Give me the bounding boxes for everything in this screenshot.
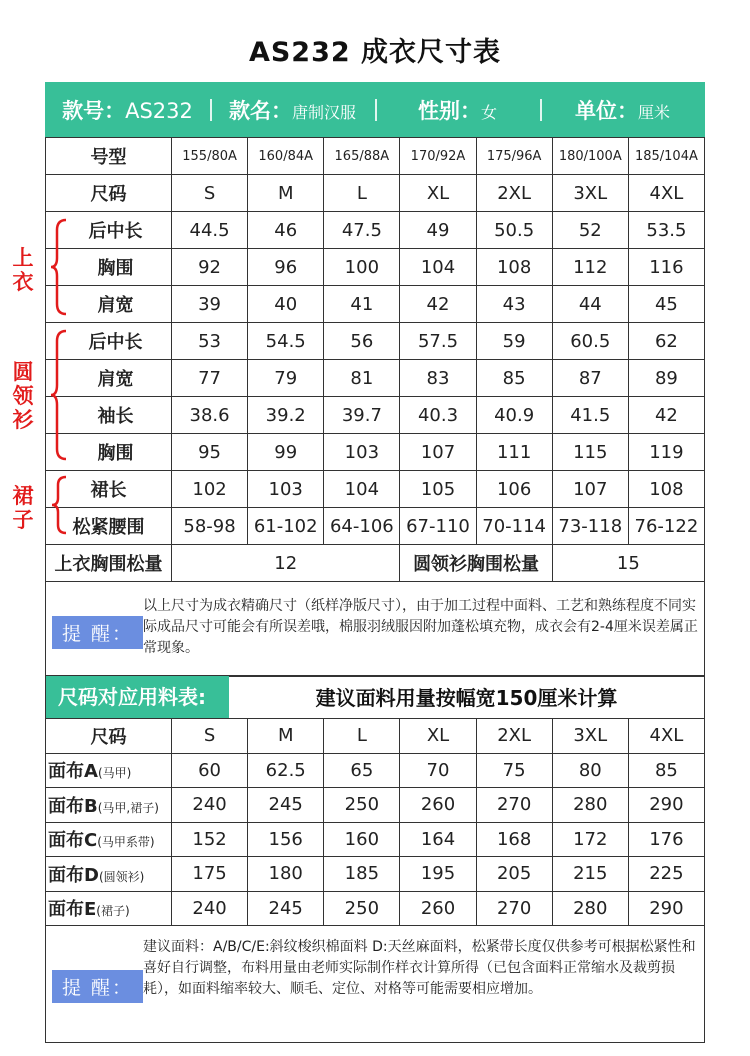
note-box-2 [45,925,705,1043]
fabric-cell: 215 [552,857,628,892]
type-row [46,138,705,175]
fabric-cell: 290 [628,891,704,926]
measure-cell: 49 [400,212,476,249]
fabric-cell: 156 [248,822,324,857]
size-row [46,175,705,212]
group-label-skirt: 裙子 [12,484,34,532]
fabric-cell: 280 [552,788,628,823]
table-row [46,212,705,249]
measure-cell: 60.5 [552,323,628,360]
measure-cell: 44.5 [172,212,248,249]
fabric-cell: 62.5 [248,753,324,788]
fabric-cell: 160 [324,822,400,857]
measure-cell: 45 [628,286,704,323]
fabric-size-cell: 4XL [628,719,704,754]
measure-cell: 67-110 [400,508,476,545]
fabric-cell: 185 [324,857,400,892]
ease-shirt-value: 15 [552,545,704,582]
fabric-cell: 168 [476,822,552,857]
fabric-size-cell: L [324,719,400,754]
fabric-cell: 250 [324,891,400,926]
measure-cell: 112 [552,249,628,286]
fabric-label [46,753,172,788]
ease-top-label: 上衣胸围松量 [46,545,172,582]
fabric-cell: 60 [172,753,248,788]
fabric-size-cell: XL [400,719,476,754]
style-name [210,95,375,125]
group-label-shirt: 圆领衫 [12,360,34,432]
fabric-size-cell: M [248,719,324,754]
measure-label: 胸围 [46,434,172,471]
measure-cell: 64-106 [324,508,400,545]
measure-label: 后中长 [46,212,172,249]
fabric-cell: 290 [628,788,704,823]
measure-cell: 62 [628,323,704,360]
ease-top-value: 12 [172,545,400,582]
measure-cell: 54.5 [248,323,324,360]
measure-cell: 39 [172,286,248,323]
measure-cell: 92 [172,249,248,286]
type-cell: 155/80A [172,138,248,175]
measure-cell: 116 [628,249,704,286]
measure-cell: 89 [628,360,704,397]
measure-cell: 104 [324,471,400,508]
gender [375,95,540,125]
measure-cell: 53 [172,323,248,360]
fabric-cell: 245 [248,788,324,823]
table-row [46,323,705,360]
style-no-label: 款号： [62,98,126,123]
unit-value: 厘米 [637,102,670,122]
measure-label: 胸围 [46,249,172,286]
note-badge-2: 提 醒： [52,970,143,1003]
measure-cell: 47.5 [324,212,400,249]
table-row [46,397,705,434]
size-cell: 4XL [628,175,704,212]
fabric-label-main: 面布C [48,830,98,852]
fabric-size-cell: 3XL [552,719,628,754]
fabric-cell: 205 [476,857,552,892]
measure-cell: 108 [628,471,704,508]
fabric-cell: 250 [324,788,400,823]
measure-label: 后中长 [46,323,172,360]
table-row [46,822,705,857]
fabric-tag: 尺码对应用料表: [46,676,229,718]
fabric-label-sub: (马甲) [97,766,132,781]
measure-cell: 99 [248,434,324,471]
measure-cell: 83 [400,360,476,397]
fabric-size-cell: S [172,719,248,754]
measure-cell: 39.2 [248,397,324,434]
fabric-cell: 225 [628,857,704,892]
measure-cell: 56 [324,323,400,360]
unit-label: 单位： [574,98,638,123]
fabric-cell: 164 [400,822,476,857]
measure-cell: 103 [324,434,400,471]
fabric-label-main: 面布A [48,761,98,783]
measure-cell: 52 [552,212,628,249]
fabric-cell: 270 [476,788,552,823]
size-cell: 3XL [552,175,628,212]
gender-value: 女 [480,102,497,122]
table-row [46,788,705,823]
fabric-title: 建议面料用量按幅宽150厘米计算 [315,686,618,710]
measure-cell: 87 [552,360,628,397]
measure-cell: 119 [628,434,704,471]
measure-cell: 50.5 [476,212,552,249]
fabric-label-main: 面布B [48,795,98,817]
measure-cell: 106 [476,471,552,508]
measure-cell: 41.5 [552,397,628,434]
measure-cell: 40.9 [476,397,552,434]
table-row [46,360,705,397]
style-no [45,95,210,125]
measure-cell: 53.5 [628,212,704,249]
fabric-label-sub: (马甲,裙子) [97,800,159,815]
measure-cell: 108 [476,249,552,286]
measure-cell: 107 [552,471,628,508]
ease-row [46,545,705,582]
measure-label: 袖长 [46,397,172,434]
measure-cell: 44 [552,286,628,323]
fabric-cell: 175 [172,857,248,892]
fabric-label-sub: (裙子) [96,904,130,919]
note-text-1: 以上尺寸为成衣精确尺寸（纸样净版尺寸），由于加工过程中面料、工艺和熟练程度不同实际成品尺寸可能会有所误差哦，棉服羽绒服因附加蓬松填充物，成衣会有2-4厘米误差属正常现象。 [143,598,698,656]
measure-cell: 76-122 [628,508,704,545]
fabric-cell: 240 [172,891,248,926]
measure-cell: 38.6 [172,397,248,434]
brace-skirt-icon [50,474,68,536]
fabric-cell: 172 [552,822,628,857]
measure-cell: 77 [172,360,248,397]
type-cell: 175/96A [476,138,552,175]
fabric-cell: 152 [172,822,248,857]
size-label: 尺码 [46,175,172,212]
measure-cell: 46 [248,212,324,249]
fabric-cell: 240 [172,788,248,823]
brace-top-icon [50,216,68,318]
size-cell: L [324,175,400,212]
info-bar [45,82,705,137]
page-title: AS232 成衣尺寸表 [248,37,502,68]
fabric-table [45,718,705,926]
fabric-cell: 65 [324,753,400,788]
size-cell: XL [400,175,476,212]
table-row [46,891,705,926]
measure-cell: 42 [400,286,476,323]
ease-shirt-label: 圆领衫胸围松量 [400,545,552,582]
measure-label: 裙长 [46,471,172,508]
measure-cell: 39.7 [324,397,400,434]
fabric-label [46,788,172,823]
measure-cell: 59 [476,323,552,360]
unit [540,95,705,125]
fabric-cell: 270 [476,891,552,926]
size-table [45,137,705,582]
measure-cell: 85 [476,360,552,397]
measure-cell: 103 [248,471,324,508]
measure-cell: 107 [400,434,476,471]
measure-cell: 79 [248,360,324,397]
type-cell: 160/84A [248,138,324,175]
fabric-cell: 195 [400,857,476,892]
note-box-1 [45,578,705,676]
style-no-value: AS232 [125,98,193,123]
table-row [46,508,705,545]
table-row [46,857,705,892]
fabric-label-main: 面布D [48,864,99,886]
measure-cell: 40.3 [400,397,476,434]
measure-label: 松紧腰围 [46,508,172,545]
type-label: 号型 [46,138,172,175]
fabric-cell: 85 [628,753,704,788]
measure-label: 肩宽 [46,286,172,323]
fabric-label-main: 面布E [48,899,97,921]
fabric-cell: 260 [400,891,476,926]
measure-label: 肩宽 [46,360,172,397]
measure-cell: 43 [476,286,552,323]
measure-cell: 41 [324,286,400,323]
fabric-cell: 280 [552,891,628,926]
style-name-label: 款名： [228,98,292,123]
measure-cell: 61-102 [248,508,324,545]
fabric-label [46,891,172,926]
measure-cell: 100 [324,249,400,286]
measure-cell: 57.5 [400,323,476,360]
size-cell: M [248,175,324,212]
fabric-size-label: 尺码 [46,719,172,754]
measure-cell: 102 [172,471,248,508]
fabric-label [46,822,172,857]
type-cell: 185/104A [628,138,704,175]
size-cell: S [172,175,248,212]
fabric-size-row [46,719,705,754]
table-row [46,249,705,286]
fabric-label-sub: (马甲系带) [97,835,155,850]
fabric-label [46,857,172,892]
type-cell: 165/88A [324,138,400,175]
fabric-cell: 260 [400,788,476,823]
fabric-size-cell: 2XL [476,719,552,754]
table-row [46,471,705,508]
note-text-2: 建议面料：A/B/C/E:斜纹梭织棉面料 D:天丝麻面料，松紧带长度仅供参考可根据松紧性和喜好自行调整，布料用量由老师实际制作样衣计算所得（已包含面料正常缩水及裁剪损耗），如面料缩率较大、顺毛、定位、对格等可能需要相应增加。 [143,939,696,997]
group-label-top: 上衣 [12,246,34,294]
measure-cell: 81 [324,360,400,397]
style-name-value: 唐制汉服 [291,102,356,122]
fabric-cell: 245 [248,891,324,926]
measure-cell: 111 [476,434,552,471]
measure-cell: 105 [400,471,476,508]
fabric-cell: 176 [628,822,704,857]
note-badge-1: 提 醒： [52,616,143,649]
table-row [46,753,705,788]
fabric-label-sub: (圆领衫) [98,869,145,884]
size-cell: 2XL [476,175,552,212]
measure-cell: 42 [628,397,704,434]
table-row [46,434,705,471]
fabric-header [45,676,705,718]
fabric-cell: 70 [400,753,476,788]
measure-cell: 95 [172,434,248,471]
brace-shirt-icon [50,327,68,463]
gender-label: 性别： [417,98,481,123]
measure-cell: 70-114 [476,508,552,545]
measure-cell: 115 [552,434,628,471]
fabric-cell: 180 [248,857,324,892]
fabric-cell: 80 [552,753,628,788]
type-cell: 170/92A [400,138,476,175]
measure-cell: 96 [248,249,324,286]
fabric-cell: 75 [476,753,552,788]
measure-cell: 40 [248,286,324,323]
table-row [46,286,705,323]
type-cell: 180/100A [552,138,628,175]
measure-cell: 58-98 [172,508,248,545]
measure-cell: 73-118 [552,508,628,545]
measure-cell: 104 [400,249,476,286]
